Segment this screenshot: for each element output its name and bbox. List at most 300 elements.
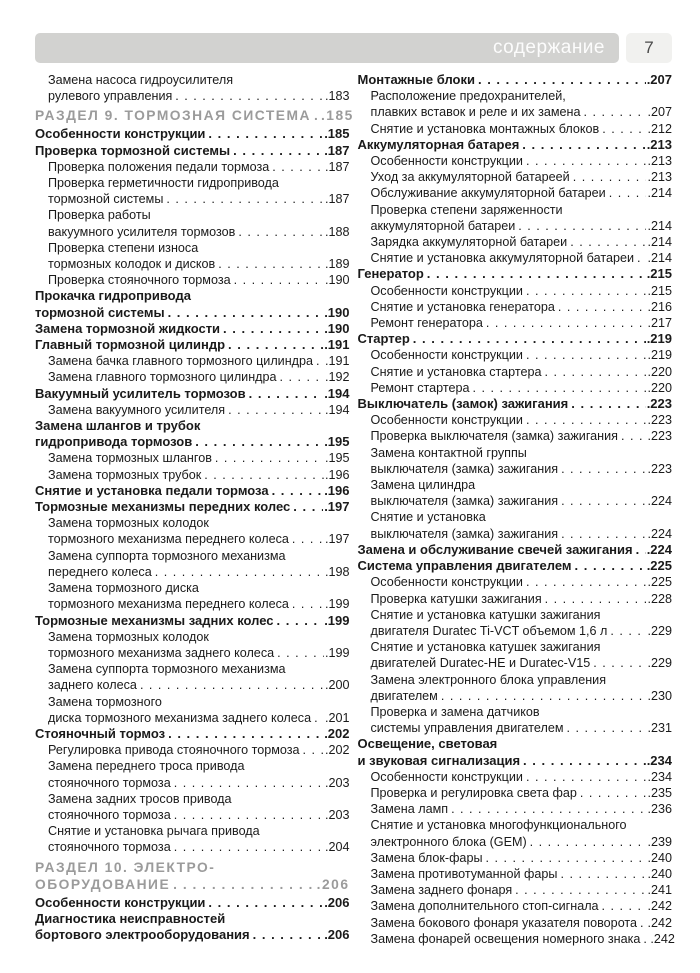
toc-entry-text: заднего колеса	[48, 678, 137, 693]
toc-entry	[35, 661, 350, 693]
toc-entry-text: стояночного тормоза	[48, 807, 171, 822]
toc-line	[358, 412, 673, 428]
toc-line: Замена шлангов и трубок	[35, 418, 201, 434]
dot-leader	[168, 305, 324, 321]
page-ref: .234	[646, 752, 672, 768]
page-ref: .234	[647, 769, 672, 784]
toc-entry-text: Замена бокового фонаря указателя поворота	[370, 915, 638, 930]
toc-entry-text: Уход за аккумуляторной батареей	[370, 170, 570, 185]
dot-leader	[610, 623, 646, 639]
page-ref: .240	[647, 866, 672, 881]
page-ref: .189	[324, 257, 350, 272]
page-ref: .188	[324, 224, 350, 239]
dot-leader	[478, 72, 646, 88]
toc-line	[358, 250, 673, 266]
toc-entry	[35, 353, 350, 369]
toc-entry-text: плавких вставок и реле и их замена	[370, 105, 581, 120]
page-ref: .223	[647, 429, 672, 444]
dot-leader	[174, 839, 324, 855]
page-ref: .195	[324, 434, 350, 450]
toc-line	[358, 283, 673, 299]
toc-entry-text: Особенности конструкции	[370, 769, 523, 784]
dot-leader	[621, 428, 647, 444]
toc-entry	[358, 769, 673, 785]
page-ref: .198	[324, 564, 350, 579]
toc-entry	[35, 694, 350, 726]
dot-leader	[545, 591, 647, 607]
toc-entry-text: Тормозные механизмы задних колес	[35, 612, 274, 628]
toc-entry-text: тормозной системы	[48, 192, 164, 207]
dot-leader	[530, 834, 647, 850]
toc-entry	[358, 364, 673, 380]
toc-entry	[358, 169, 673, 185]
toc-line: Замена суппорта тормозного механизма	[48, 662, 286, 677]
toc-line	[358, 558, 673, 574]
toc-line: Замена задних тросов привода	[48, 791, 232, 806]
page-ref: .199	[324, 612, 350, 628]
page-ref: .203	[324, 775, 350, 790]
toc-line	[35, 742, 350, 758]
page-ref: .185	[320, 108, 354, 124]
toc-line: Замена переднего троса привода	[48, 759, 245, 774]
toc-line	[35, 839, 350, 855]
toc-entry	[35, 288, 350, 320]
dot-leader	[174, 807, 324, 823]
page-ref: .231	[647, 721, 672, 736]
toc-line: Диагностика неисправностей	[35, 910, 226, 926]
toc-entry	[358, 850, 673, 866]
page-ref: .201	[324, 710, 350, 725]
toc-entry	[358, 558, 673, 574]
page-ref: .239	[647, 834, 672, 849]
toc-entry-text: Аккумуляторная батарея	[357, 136, 520, 152]
dot-leader	[526, 347, 647, 363]
page-ref: .194	[324, 385, 350, 401]
toc-line: Снятие и установка	[370, 510, 486, 525]
toc-entry-text: Проверка катушки зажигания	[370, 591, 542, 606]
toc-line	[35, 613, 350, 629]
toc-entry-text: Стояночный тормоз	[35, 725, 166, 741]
toc-entry-text: Главный тормозной цилиндр	[35, 337, 226, 353]
page-ref: .191	[324, 354, 350, 369]
toc-line	[35, 710, 350, 726]
toc-column-right	[358, 72, 673, 963]
page-ref: .216	[647, 299, 672, 314]
toc-line	[358, 347, 673, 363]
toc-entry	[35, 321, 350, 337]
toc-entry-text: Особенности конструкции	[370, 283, 523, 298]
toc-entry-text: тормозных колодок и дисков	[48, 257, 216, 272]
page-ref: .202	[324, 743, 350, 758]
page-ref: .214	[647, 218, 672, 233]
dot-leader	[175, 88, 324, 104]
page-ref: .202	[324, 725, 350, 741]
toc-entry-text: Замена блок-фары	[370, 850, 483, 865]
toc-line	[358, 834, 673, 850]
page-ref: .206	[324, 894, 350, 910]
toc-entry-text: Проверка и регулировка света фар	[370, 785, 577, 800]
page-ref: .242	[647, 899, 672, 914]
toc-line	[35, 450, 350, 466]
toc-entry	[35, 369, 350, 385]
toc-entry	[35, 418, 350, 450]
toc-entry	[358, 315, 673, 331]
toc-entry-text: Замена заднего фонаря	[370, 883, 513, 898]
toc-line: Замена тормозного	[48, 694, 162, 709]
toc-line	[35, 126, 350, 142]
toc-entry	[358, 931, 673, 947]
dot-leader	[303, 742, 324, 758]
toc-entry-text: Вакуумный усилитель тормозов	[35, 385, 246, 401]
page-ref: .220	[647, 380, 672, 395]
toc-entry	[35, 72, 350, 104]
toc-line: Снятие и установка многофункционального	[370, 818, 627, 833]
toc-entry-text: выключателя (замка) зажигания	[370, 494, 559, 509]
toc-entry-text: диска тормозного механизма заднего колеса	[48, 710, 312, 725]
toc-entry-text: Ремонт стартера	[370, 380, 470, 395]
toc-entry	[35, 240, 350, 272]
page-ref: .191	[324, 337, 350, 353]
toc-line	[358, 104, 673, 120]
toc-line	[358, 915, 673, 931]
toc-line	[35, 876, 350, 893]
toc-entry-text: системы управления двигателем	[370, 721, 564, 736]
toc-line	[358, 137, 673, 153]
toc-entry-text: и звуковая сигнализация	[357, 752, 521, 768]
toc-entry-text: Монтажные блоки	[357, 72, 475, 87]
toc-entry	[358, 380, 673, 396]
toc-line	[35, 353, 350, 369]
dot-leader	[602, 898, 647, 914]
toc-entry	[35, 467, 350, 483]
toc-line: Замена электронного блока управления	[370, 672, 607, 687]
page-ref: .215	[646, 266, 672, 282]
toc-entry-text: Проверка стояночного тормоза	[48, 273, 231, 288]
dot-leader	[583, 104, 646, 120]
toc-line	[358, 493, 673, 509]
toc-line	[358, 850, 673, 866]
toc-entry	[35, 515, 350, 547]
toc-entry	[35, 580, 350, 612]
toc-line	[358, 121, 673, 137]
dot-leader	[208, 126, 323, 142]
toc-entry-text: Проверка тормозной системы	[35, 142, 231, 158]
toc-line	[358, 720, 673, 736]
dot-leader	[174, 775, 324, 791]
page-ref: .228	[647, 591, 672, 606]
dot-leader	[609, 185, 647, 201]
toc-entry-text: Особенности конструкции	[370, 575, 523, 590]
toc-line: Проверка степени заряженности	[370, 202, 563, 217]
toc-entry-text: Замена ламп	[370, 802, 449, 817]
toc-entry	[358, 639, 673, 671]
dot-leader	[413, 331, 646, 347]
page-ref: .214	[647, 186, 672, 201]
toc-entry-text: Обслуживание аккумуляторной батареи	[370, 186, 606, 201]
toc-line	[358, 623, 673, 639]
toc-entry-text: тормозного механизма заднего колеса	[48, 645, 275, 660]
toc-entry	[35, 175, 350, 207]
toc-entry	[358, 704, 673, 736]
dot-leader	[272, 483, 324, 499]
toc-entry-text: тормозного механизма переднего колеса	[48, 532, 289, 547]
dot-leader	[486, 315, 647, 331]
dot-leader	[486, 850, 647, 866]
toc-line	[358, 785, 673, 801]
toc-entry-text: Снятие и установка генератора	[370, 299, 555, 314]
toc-line	[358, 931, 673, 947]
toc-entry-text: бортового электрооборудования	[35, 926, 250, 942]
toc-line	[358, 169, 673, 185]
dot-leader	[570, 234, 646, 250]
toc-entry	[35, 450, 350, 466]
page-ref: .192	[324, 370, 350, 385]
page-ref: .195	[324, 451, 350, 466]
page-ref: .224	[647, 526, 672, 541]
dot-leader	[223, 321, 323, 337]
dot-leader	[593, 655, 646, 671]
toc-line	[358, 428, 673, 444]
toc-entry-text: Особенности конструкции	[35, 894, 206, 910]
dot-leader	[293, 499, 323, 515]
toc-entry	[358, 898, 673, 914]
toc-line	[358, 396, 673, 412]
toc-line: Снятие и установка катушки зажигания	[370, 607, 601, 622]
toc-entry-text: рулевого управления	[48, 89, 173, 104]
dot-leader	[280, 369, 324, 385]
toc-line	[35, 107, 354, 124]
toc-line: Замена суппорта тормозного механизма	[48, 548, 286, 563]
page-ref: .214	[647, 235, 672, 250]
toc-line	[358, 331, 673, 347]
toc-entry-text: тормозного механизма переднего колеса	[48, 597, 289, 612]
toc-line	[35, 88, 350, 104]
toc-line	[35, 645, 350, 661]
dot-leader	[580, 785, 647, 801]
page-ref: .187	[324, 192, 350, 207]
header-title: содержание	[492, 37, 605, 58]
toc-entry-text: Особенности конструкции	[370, 154, 523, 169]
toc-entry	[358, 574, 673, 590]
toc-line	[35, 321, 350, 337]
toc-entry-text: Снятие и установка педали тормоза	[35, 482, 269, 498]
toc-line	[35, 499, 350, 515]
dot-leader	[215, 450, 324, 466]
toc-entry-text: Снятие и установка аккумуляторной батареи	[370, 251, 634, 266]
toc-line: Освещение, световая	[357, 736, 498, 752]
dot-leader	[573, 169, 647, 185]
toc-line: Расположение предохранителей,	[370, 89, 566, 104]
dot-leader	[526, 412, 647, 428]
toc-entry-text: Замена дополнительного стоп-сигнала	[370, 899, 599, 914]
toc-entry	[358, 153, 673, 169]
page-ref: .225	[647, 575, 672, 590]
toc-entry-text: ОБОРУДОВАНИЕ	[35, 876, 171, 892]
dot-leader	[515, 882, 646, 898]
page-ref: .187	[324, 159, 350, 174]
page-ref: .242	[647, 915, 672, 930]
page-ref: .206	[324, 926, 350, 942]
page-ref: .207	[647, 105, 672, 120]
toc-entry	[358, 88, 673, 120]
toc-entry-text: двигателем	[370, 688, 438, 703]
dot-leader	[292, 531, 324, 547]
toc-entry-text: Замена главного тормозного цилиндра	[48, 370, 277, 385]
dot-leader	[526, 574, 647, 590]
toc-entry	[35, 726, 350, 742]
toc-entry-text: Генератор	[357, 266, 424, 282]
toc-line	[35, 369, 350, 385]
toc-entry	[358, 477, 673, 509]
toc-entry	[358, 250, 673, 266]
page-ref: .223	[647, 413, 672, 428]
page-ref: .204	[324, 840, 350, 855]
toc-entry	[35, 629, 350, 661]
toc-entry-text: гидропривода тормозов	[35, 434, 193, 450]
toc-entry-text: Замена противотуманной фары	[370, 866, 558, 881]
toc-line	[358, 266, 673, 282]
toc-line	[35, 159, 350, 175]
dot-leader	[640, 915, 646, 931]
toc-line	[358, 185, 673, 201]
page-ref: .196	[324, 467, 350, 482]
dot-leader	[561, 526, 646, 542]
toc-entry	[35, 499, 350, 515]
toc-entry-text: Стартер	[357, 331, 410, 347]
page-ref: .207	[646, 72, 672, 87]
toc-entry	[35, 126, 350, 142]
toc-entry	[358, 121, 673, 137]
toc-line	[358, 898, 673, 914]
toc-entry-text: РАЗДЕЛ 9. ТОРМОЗНАЯ СИСТЕМА	[35, 108, 311, 124]
page-ref: .223	[646, 396, 672, 412]
toc-entry-text: переднего колеса	[48, 564, 152, 579]
page-ref: .240	[647, 850, 672, 865]
dot-leader	[238, 224, 324, 240]
toc-line	[358, 461, 673, 477]
toc-entry	[35, 823, 350, 855]
toc-line: Снятие и установка катушек зажигания	[370, 640, 601, 655]
dot-leader	[233, 143, 323, 159]
toc-line	[358, 688, 673, 704]
dot-leader	[314, 710, 324, 726]
toc-entry	[358, 882, 673, 898]
toc-line	[358, 801, 673, 817]
page-ref: .217	[647, 316, 672, 331]
page-ref: .185	[324, 126, 350, 142]
page-ref: .223	[647, 461, 672, 476]
toc-line	[35, 677, 350, 693]
toc-line	[358, 526, 673, 542]
dot-leader	[545, 364, 647, 380]
toc-line: Проверка герметичности гидропривода	[48, 176, 279, 191]
toc-line	[35, 434, 350, 450]
toc-line	[35, 775, 350, 791]
toc-line	[35, 596, 350, 612]
header-bar	[35, 33, 619, 63]
toc-entry-text: вакуумного усилителя тормозов	[48, 224, 236, 239]
page-ref: .197	[324, 499, 350, 515]
toc-entry	[35, 402, 350, 418]
dot-leader	[316, 353, 324, 369]
toc-line: Замена тормозных колодок	[48, 629, 209, 644]
toc-entry-text: выключателя (замка) зажигания	[370, 526, 559, 541]
toc-line: Замена контактной группы	[370, 445, 527, 460]
page-ref: .199	[324, 597, 350, 612]
dot-leader	[272, 159, 324, 175]
page-ref: .187	[324, 142, 350, 158]
toc-line: Проверка и замена датчиков	[370, 704, 540, 719]
toc-entry-text: двигателей Duratec-HE и Duratec-V15	[370, 656, 591, 671]
page-ref: .190	[324, 304, 350, 320]
toc-entry	[358, 299, 673, 315]
toc-entry	[358, 785, 673, 801]
toc-entry-text: Особенности конструкции	[370, 413, 523, 428]
dot-leader	[314, 107, 320, 124]
toc-line	[358, 655, 673, 671]
toc-line	[35, 483, 350, 499]
page-ref: .224	[647, 494, 672, 509]
toc-entry-text: электронного блока (GEM)	[370, 834, 527, 849]
page-ref: .220	[647, 364, 672, 379]
page-ref: .219	[646, 331, 672, 347]
toc-entry	[35, 911, 350, 943]
page-ref: .219	[647, 348, 672, 363]
toc-line	[358, 380, 673, 396]
toc-line	[358, 882, 673, 898]
toc-line	[358, 866, 673, 882]
page-ref: .230	[647, 688, 672, 703]
toc-entry	[35, 742, 350, 758]
toc-entry-text: Замена тормозных трубок	[48, 467, 202, 482]
toc-entry	[358, 396, 673, 412]
dot-leader	[567, 720, 647, 736]
page-ref: .213	[646, 136, 672, 152]
toc-entry	[35, 895, 350, 911]
dot-leader	[228, 337, 323, 353]
toc-line: Снятие и установка рычага привода	[48, 824, 260, 839]
page-ref: .190	[324, 320, 350, 336]
toc-entry	[358, 542, 673, 558]
toc-line	[35, 531, 350, 547]
toc-entry	[358, 801, 673, 817]
toc-line	[35, 807, 350, 823]
page-ref: .200	[324, 678, 350, 693]
toc-entry	[358, 509, 673, 541]
toc-entry-text: Замена бачка главного тормозного цилиндра	[48, 354, 314, 369]
toc-entry-text: Замена вакуумного усилителя	[48, 402, 226, 417]
toc-entry	[358, 137, 673, 153]
toc-entry	[358, 915, 673, 931]
toc-entry	[358, 412, 673, 428]
dot-leader	[561, 461, 646, 477]
toc-entry-text: Проверка положения педали тормоза	[48, 159, 270, 174]
toc-entry-text: двигателя Duratec Ti-VCT объемом 1,6 л	[370, 623, 608, 638]
toc-entry	[358, 866, 673, 882]
toc-line	[358, 364, 673, 380]
dot-leader	[522, 137, 645, 153]
toc-entry	[35, 207, 350, 239]
toc-entry-text: Ремонт генератора	[370, 316, 483, 331]
toc-entry	[358, 347, 673, 363]
toc-line	[35, 337, 350, 353]
toc-entry-text: тормозной системы	[35, 304, 165, 320]
toc-line	[35, 927, 350, 943]
toc-entry	[358, 736, 673, 768]
dot-leader	[518, 218, 646, 234]
toc-line	[35, 564, 350, 580]
page-ref: .241	[647, 883, 672, 898]
